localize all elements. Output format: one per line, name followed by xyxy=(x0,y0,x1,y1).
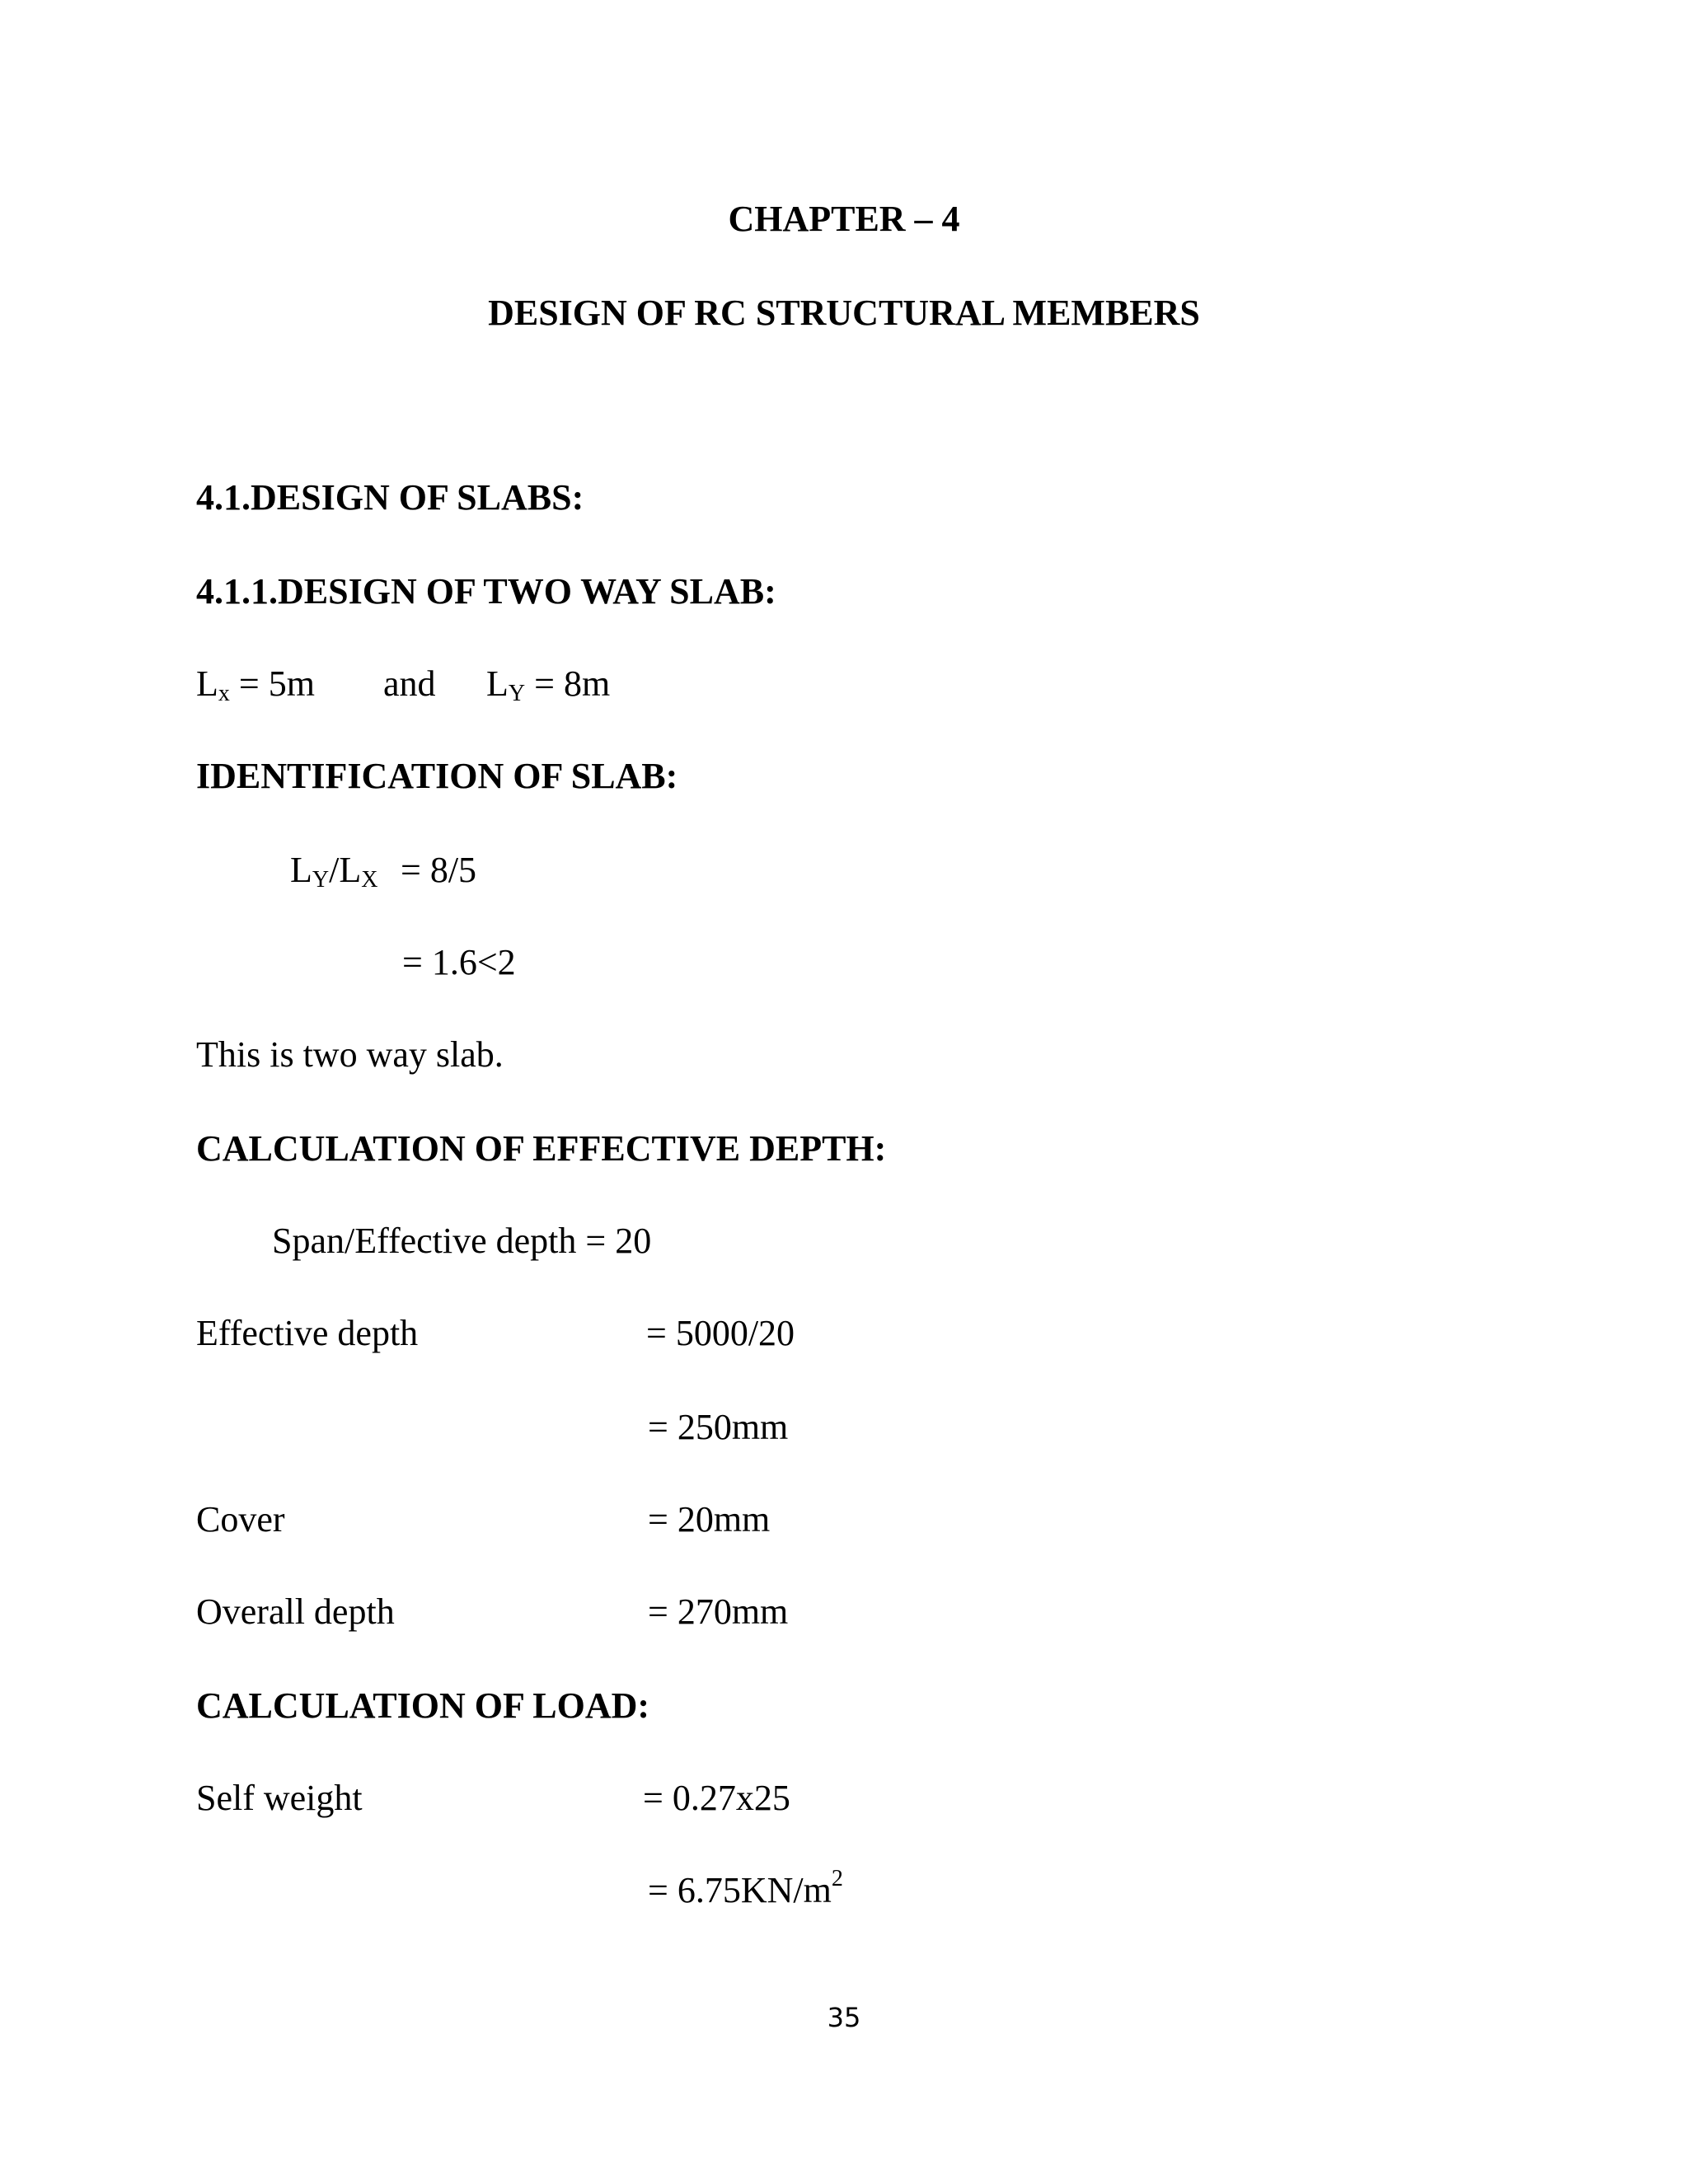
cover-value: = 20mm xyxy=(648,1499,771,1540)
ratio-slash: /L xyxy=(329,850,362,890)
self-weight-label: Self weight xyxy=(196,1778,363,1818)
depth-heading: CALCULATION OF EFFECTIVE DEPTH: xyxy=(196,1128,887,1169)
lx-subscript: x xyxy=(218,681,230,706)
span-lx xyxy=(196,661,315,707)
section-heading-slabs: 4.1.DESIGN OF SLABS: xyxy=(196,477,584,518)
span-ratio xyxy=(290,847,377,893)
load-heading: CALCULATION OF LOAD: xyxy=(196,1685,650,1726)
lx-value: = 5m xyxy=(229,663,315,704)
section-heading-two-way-slab: 4.1.1.DESIGN OF TWO WAY SLAB: xyxy=(196,571,776,612)
span-and: and xyxy=(383,663,436,704)
span-depth-ratio: Span/Effective depth = 20 xyxy=(272,1221,652,1261)
ratio-value: = 8/5 xyxy=(401,850,477,890)
ratio-l1: L xyxy=(290,850,312,890)
cover-label: Cover xyxy=(196,1499,285,1540)
ratio-l2-subscript: X xyxy=(361,867,378,893)
self-weight-result xyxy=(648,1868,843,1914)
self-weight-value: = 0.27x25 xyxy=(643,1778,790,1818)
span-ly xyxy=(486,661,610,707)
ly-value: = 8m xyxy=(525,663,611,704)
slab-conclusion: This is two way slab. xyxy=(196,1034,504,1075)
overall-depth-value: = 270mm xyxy=(648,1591,789,1632)
chapter-title: DESIGN OF RC STRUCTURAL MEMBERS xyxy=(488,293,1200,333)
effective-depth-result: = 250mm xyxy=(648,1407,789,1447)
lx-symbol: L xyxy=(196,663,218,704)
effective-depth-label: Effective depth xyxy=(196,1313,419,1353)
ly-symbol: L xyxy=(486,663,509,704)
identification-heading: IDENTIFICATION OF SLAB: xyxy=(196,756,678,796)
effective-depth-value: = 5000/20 xyxy=(646,1313,795,1353)
ratio-result: = 1.6<2 xyxy=(402,942,516,982)
self-weight-result-value: = 6.75KN/m xyxy=(648,1870,832,1910)
page-number: 35 xyxy=(827,2002,861,2033)
ratio-l1-subscript: Y xyxy=(312,867,330,893)
ly-subscript: Y xyxy=(508,681,526,706)
self-weight-unit-superscript: 2 xyxy=(831,1866,843,1891)
chapter-number: CHAPTER – 4 xyxy=(728,199,960,239)
overall-depth-label: Overall depth xyxy=(196,1591,395,1632)
